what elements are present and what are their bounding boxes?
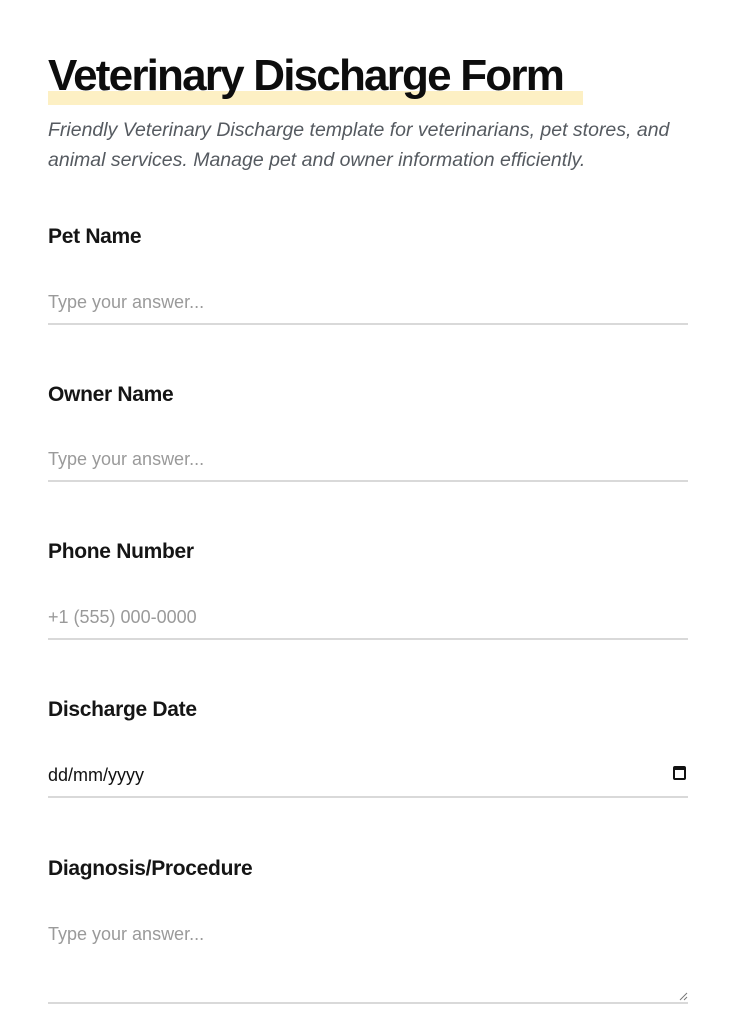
owner-name-label: Owner Name <box>48 383 174 406</box>
form-description: Friendly Veterinary Discharge template for veterinarians, pet stores, and animal services. Manage pet and owner information efficiently. <box>48 119 670 171</box>
phone-number-label: Phone Number <box>48 540 194 563</box>
form-title: Veterinary Discharge Form <box>48 51 564 100</box>
owner-name-placeholder: Type your answer... <box>48 449 205 469</box>
phone-number-placeholder: +1 (555) 000-0000 <box>48 607 197 627</box>
resize-handle-icon[interactable] <box>679 992 688 1001</box>
discharge-date-input[interactable] <box>48 756 688 798</box>
pet-name-input[interactable] <box>48 283 688 325</box>
diagnosis-procedure-label: Diagnosis/Procedure <box>48 857 253 880</box>
title-block <box>48 50 563 106</box>
owner-name-input[interactable] <box>48 440 688 482</box>
diagnosis-procedure-placeholder: Type your answer... <box>48 924 205 944</box>
pet-name-label: Pet Name <box>48 225 142 248</box>
diagnosis-procedure-textarea[interactable] <box>48 922 688 1004</box>
discharge-date-value: dd/mm/yyyy <box>48 765 145 785</box>
phone-number-input[interactable] <box>48 598 688 640</box>
pet-name-placeholder: Type your answer... <box>48 292 205 312</box>
calendar-icon[interactable] <box>673 766 686 780</box>
discharge-date-label: Discharge Date <box>48 698 197 721</box>
